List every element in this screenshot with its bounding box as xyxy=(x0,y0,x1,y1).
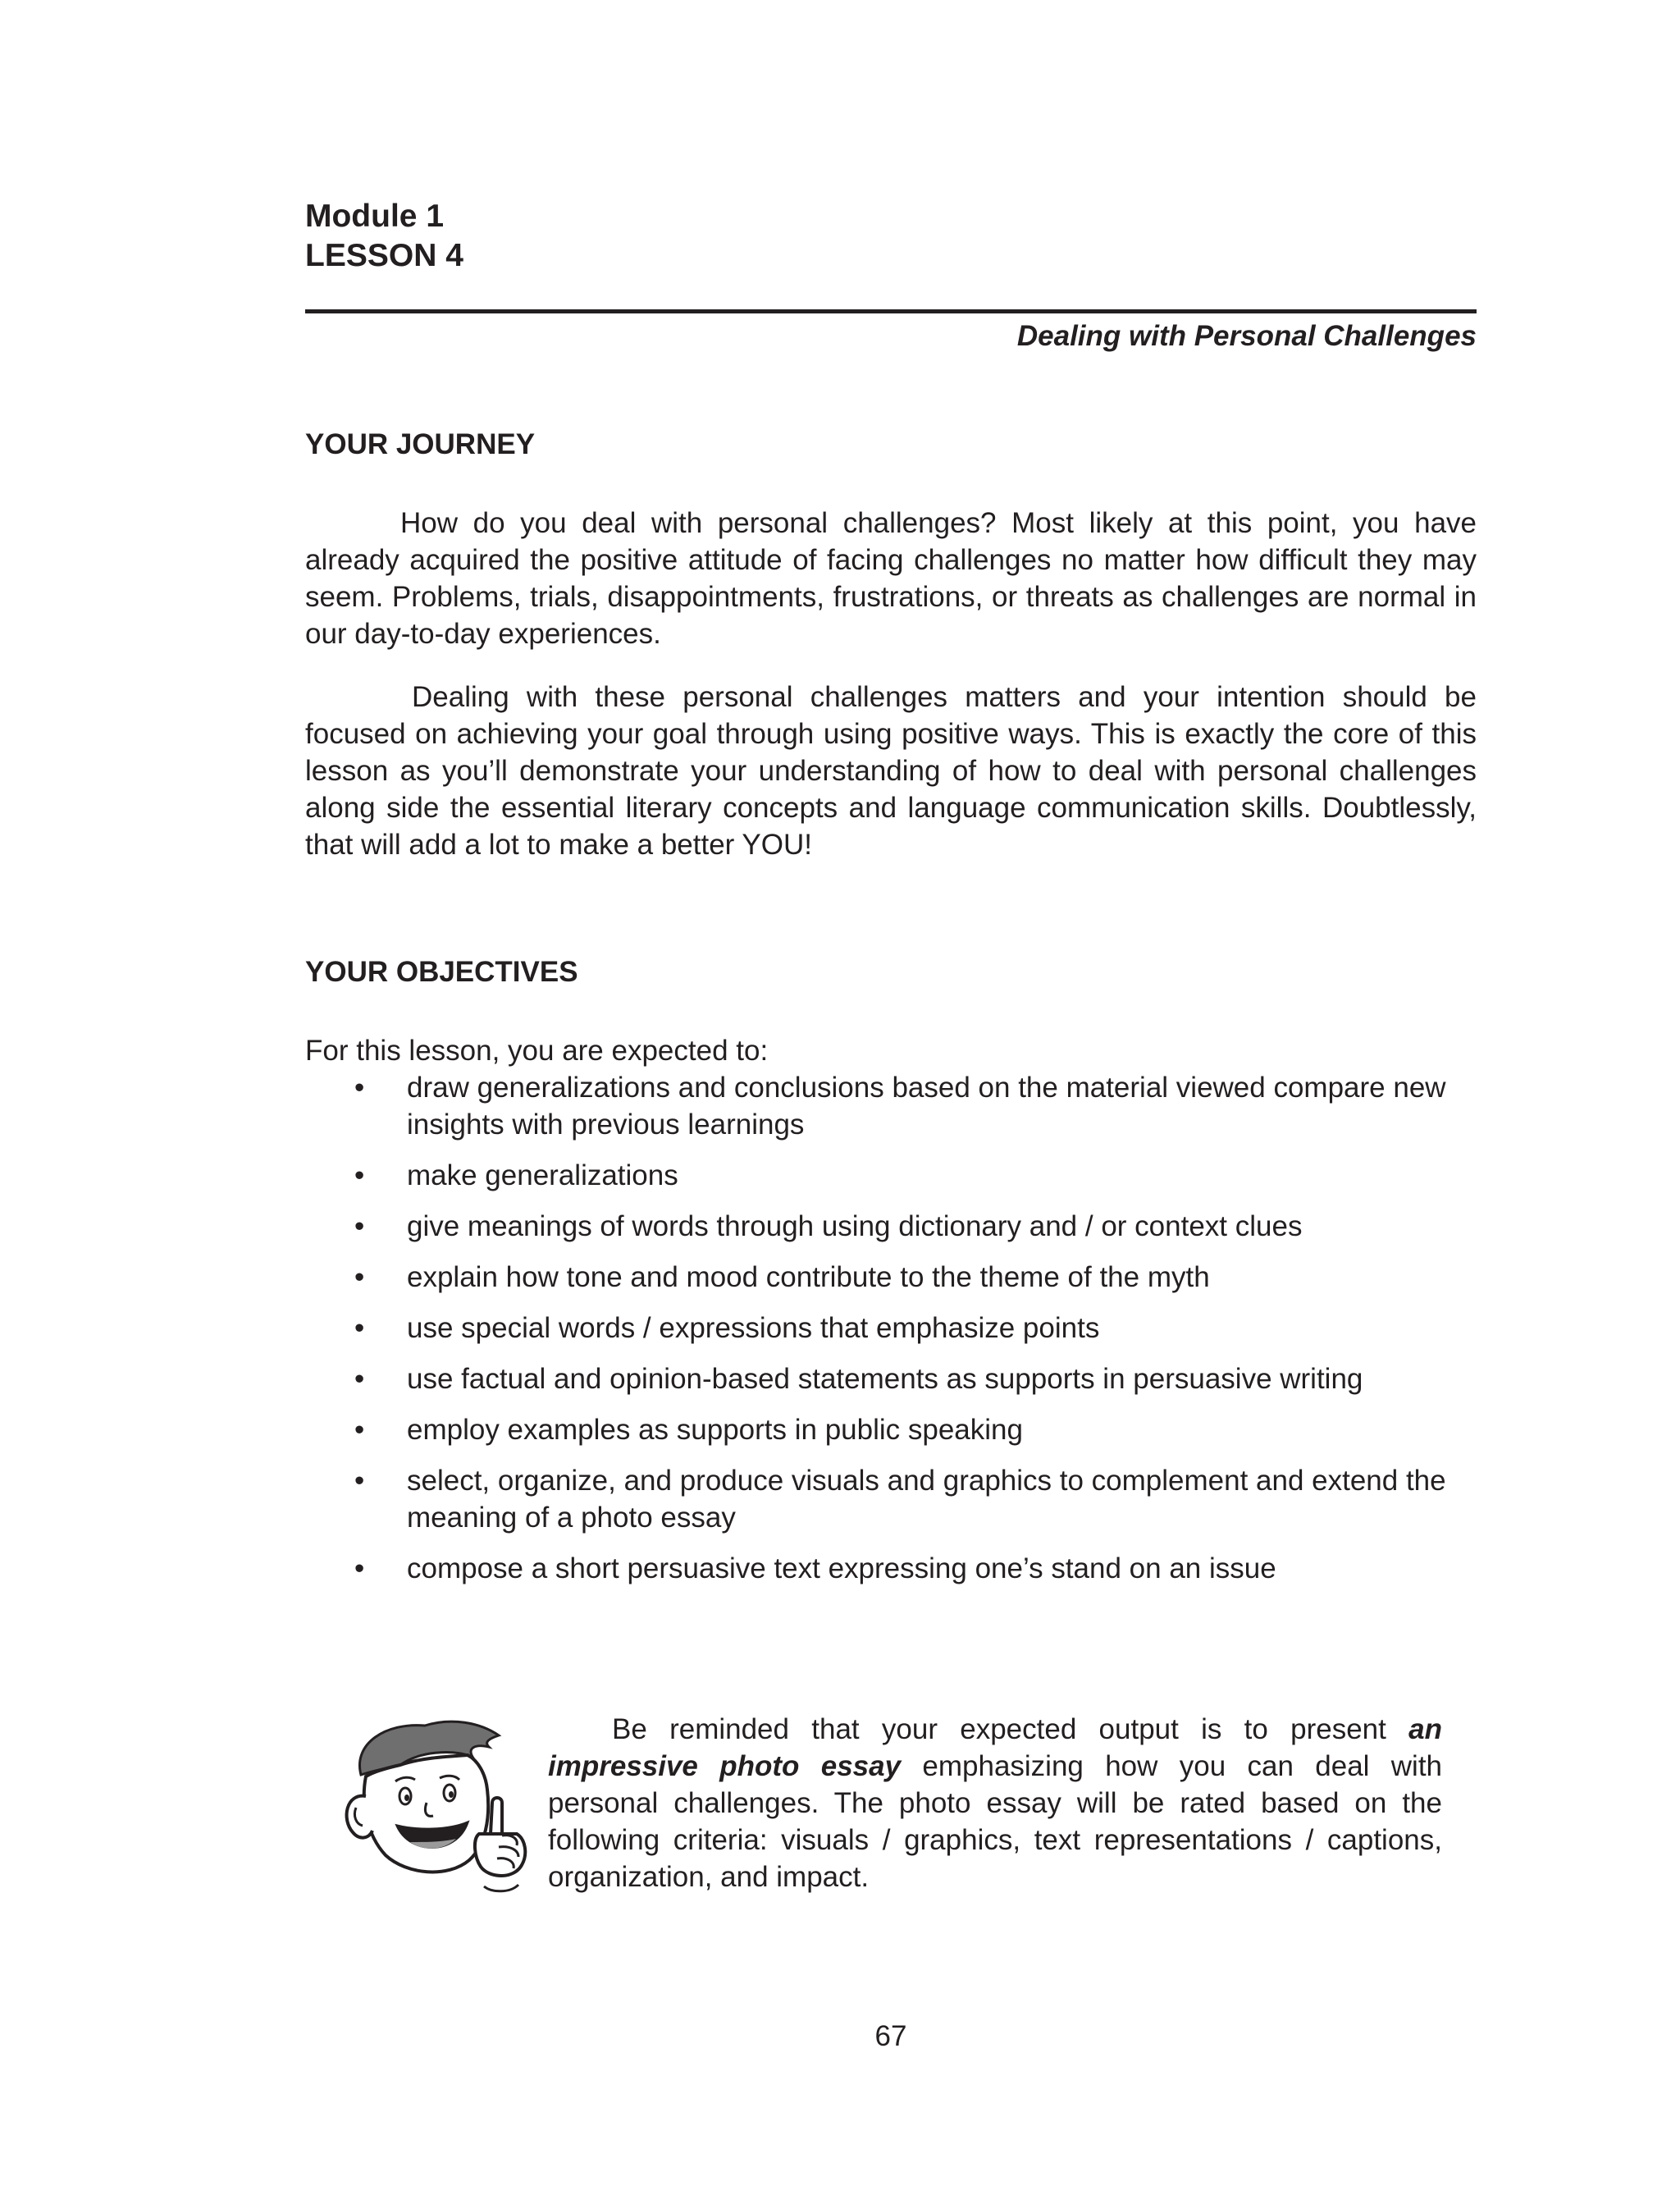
bullet-icon: • xyxy=(354,1414,365,1446)
bullet-icon: • xyxy=(354,1465,365,1497)
objectives-heading: YOUR OBJECTIVES xyxy=(305,956,578,988)
list-item xyxy=(305,1069,1477,1143)
pointing-boy-mascot-icon xyxy=(328,1711,533,1908)
list-item-text: select, organize, and produce visuals and graphics to complement and extend the meaning of a photo essay xyxy=(407,1465,1446,1534)
bullet-icon: • xyxy=(354,1159,365,1191)
reminder-text-start: Be reminded that your expected output is to present xyxy=(612,1713,1409,1745)
list-item-text: explain how tone and mood contribute to the theme of the myth xyxy=(407,1261,1210,1293)
list-item-text: employ examples as supports in public speaking xyxy=(407,1414,1023,1446)
list-item-text: use factual and opinion-based statements as supports in persuasive writing xyxy=(407,1363,1363,1395)
lesson-subtitle: Dealing with Personal Challenges xyxy=(1016,320,1477,352)
objectives-intro: For this lesson, you are expected to: xyxy=(305,1035,769,1067)
bullet-icon: • xyxy=(354,1552,365,1584)
list-item xyxy=(305,1259,1477,1296)
reminder-emphasis: an impressive photo essay xyxy=(548,1713,1442,1782)
list-item xyxy=(305,1411,1477,1448)
reminder-text-end: emphasizing how you can deal with personal challenges. The photo essay will be rated based on the following criteria: visuals / graphics, text representations / captions, organization, and impact. xyxy=(548,1750,1443,1893)
reminder-box xyxy=(305,1711,1445,1908)
list-item xyxy=(305,1550,1477,1587)
module-heading xyxy=(305,197,463,276)
module-label: Module 1 xyxy=(305,199,445,234)
bullet-icon: • xyxy=(354,1363,365,1395)
list-item-text: draw generalizations and conclusions based on the material viewed compare new insights with previous learnings xyxy=(407,1072,1446,1141)
list-item xyxy=(305,1310,1477,1346)
lesson-label: LESSON 4 xyxy=(305,238,463,273)
list-item xyxy=(305,1208,1477,1245)
list-item xyxy=(305,1157,1477,1194)
journey-heading: YOUR JOURNEY xyxy=(305,428,536,460)
bullet-icon: • xyxy=(354,1261,365,1293)
list-item-text: make generalizations xyxy=(407,1159,678,1191)
list-item-text: use special words / expressions that emphasize points xyxy=(407,1312,1100,1344)
list-item xyxy=(305,1462,1477,1536)
list-item-text: give meanings of words through using dictionary and / or context clues xyxy=(407,1210,1303,1242)
objectives-list xyxy=(305,1069,1477,1601)
list-item xyxy=(305,1360,1477,1397)
journey-paragraph-2: Dealing with these personal challenges matters and your intention should be focused on achieving your goal through using positive ways. This is exactly the core of this lesson as you’ll demonstrate your understanding of how to deal with personal challenges along side the essential literary concepts and language communication skills. Doubtlessly, that will add a lot to make a better YOU! xyxy=(305,681,1477,861)
list-item-text: compose a short persuasive text expressing one’s stand on an issue xyxy=(407,1552,1276,1584)
bullet-icon: • xyxy=(354,1312,365,1344)
page-number: 67 xyxy=(874,2020,907,2052)
journey-paragraph-1: How do you deal with personal challenges? Most likely at this point, you have already acquired the positive attitude of facing challenges no matter how difficult they may seem. Problems, trials, disappointments, frustrations, or threats as challenges are normal in our day-to-day experiences. xyxy=(305,507,1477,650)
reminder-text xyxy=(548,1711,1442,1895)
bullet-icon: • xyxy=(354,1210,365,1242)
bullet-icon: • xyxy=(354,1072,365,1104)
header-rule xyxy=(305,309,1477,313)
